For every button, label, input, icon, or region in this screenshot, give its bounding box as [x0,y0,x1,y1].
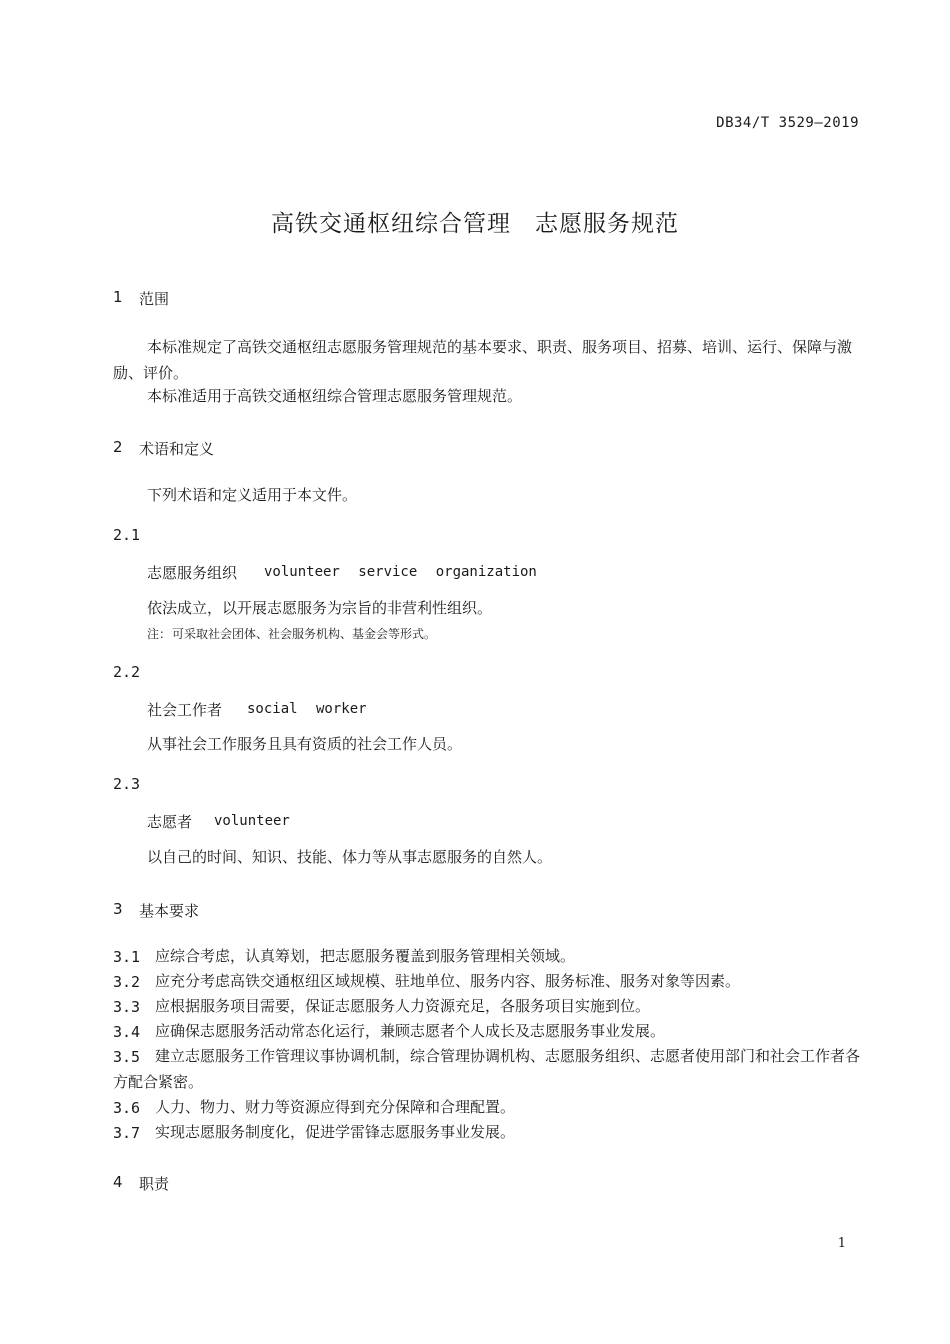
document-title: 高铁交通枢纽综合管理 志愿服务规范 [271,211,679,237]
section-3-title: 基本要求 [139,902,200,920]
term-2-3-number: 2.3 [113,775,141,793]
clause-3-2-number: 3.2 [113,973,141,991]
section-1-title: 范围 [139,290,170,308]
section-4-title: 职责 [139,1175,170,1193]
clause-3-4-text: 应确保志愿服务活动常态化运行，兼顾志愿者个人成长及志愿服务事业发展。 [155,1022,666,1040]
page-number: 1 [837,1236,846,1251]
clause-3-6-number: 3.6 [113,1099,141,1117]
term-2-3-english: volunteer [214,813,290,829]
term-2-3-chinese: 志愿者 [147,813,193,831]
term-2-1-note-label: 注： [147,627,172,641]
document-code: DB34/T 3529—2019 [716,115,859,131]
section-2-number: 2 [113,438,123,456]
term-2-2-number: 2.2 [113,663,141,681]
clause-3-7-number: 3.7 [113,1124,141,1142]
clause-3-2-text: 应充分考虑高铁交通枢纽区域规模、驻地单位、服务内容、服务标准、服务对象等因素。 [155,972,741,990]
section-4-number: 4 [113,1173,123,1191]
clause-3-5-number: 3.5 [113,1048,141,1066]
section-2-intro: 下列术语和定义适用于本文件。 [147,486,358,504]
term-2-2-definition: 从事社会工作服务且具有资质的社会工作人员。 [147,735,463,753]
term-2-2-chinese: 社会工作者 [147,701,223,719]
section-2-title: 术语和定义 [139,440,215,458]
term-2-3-definition: 以自己的时间、知识、技能、体力等从事志愿服务的自然人。 [147,848,553,866]
clause-3-3-text: 应根据服务项目需要，保证志愿服务人力资源充足，各服务项目实施到位。 [155,997,651,1015]
clause-3-5-text: 建立志愿服务工作管理议事协调机制，综合管理协调机构、志愿服务组织、志愿者使用部门和社会工作者各方配合紧密。 [113,1047,861,1091]
term-2-1-note: 可采取社会团体、社会服务机构、基金会等形式。 [172,627,437,641]
clause-3-7-text: 实现志愿服务制度化，促进学雷锋志愿服务事业发展。 [155,1123,516,1141]
clause-3-6-text: 人力、物力、财力等资源应得到充分保障和合理配置。 [155,1098,516,1116]
section-3-number: 3 [113,900,123,918]
section-1-paragraph-2: 本标准适用于高铁交通枢纽综合管理志愿服务管理规范。 [147,387,523,405]
section-1-number: 1 [113,288,123,306]
term-2-1-definition: 依法成立，以开展志愿服务为宗旨的非营利性组织。 [147,599,493,617]
clause-3-4-number: 3.4 [113,1023,141,1041]
clause-3-1-text: 应综合考虑，认真筹划，把志愿服务覆盖到服务管理相关领域。 [155,947,576,965]
clause-3-1-number: 3.1 [113,948,141,966]
term-2-1-english: volunteer service organization [264,564,537,580]
term-2-1-number: 2.1 [113,526,141,544]
term-2-2-english: social worker [247,701,367,717]
term-2-1-chinese: 志愿服务组织 [147,564,238,582]
section-1-paragraph-1: 本标准规定了高铁交通枢纽志愿服务管理规范的基本要求、职责、服务项目、招募、培训、运行、保障与激励、评价。 [113,338,853,382]
clause-3-3-number: 3.3 [113,998,141,1016]
